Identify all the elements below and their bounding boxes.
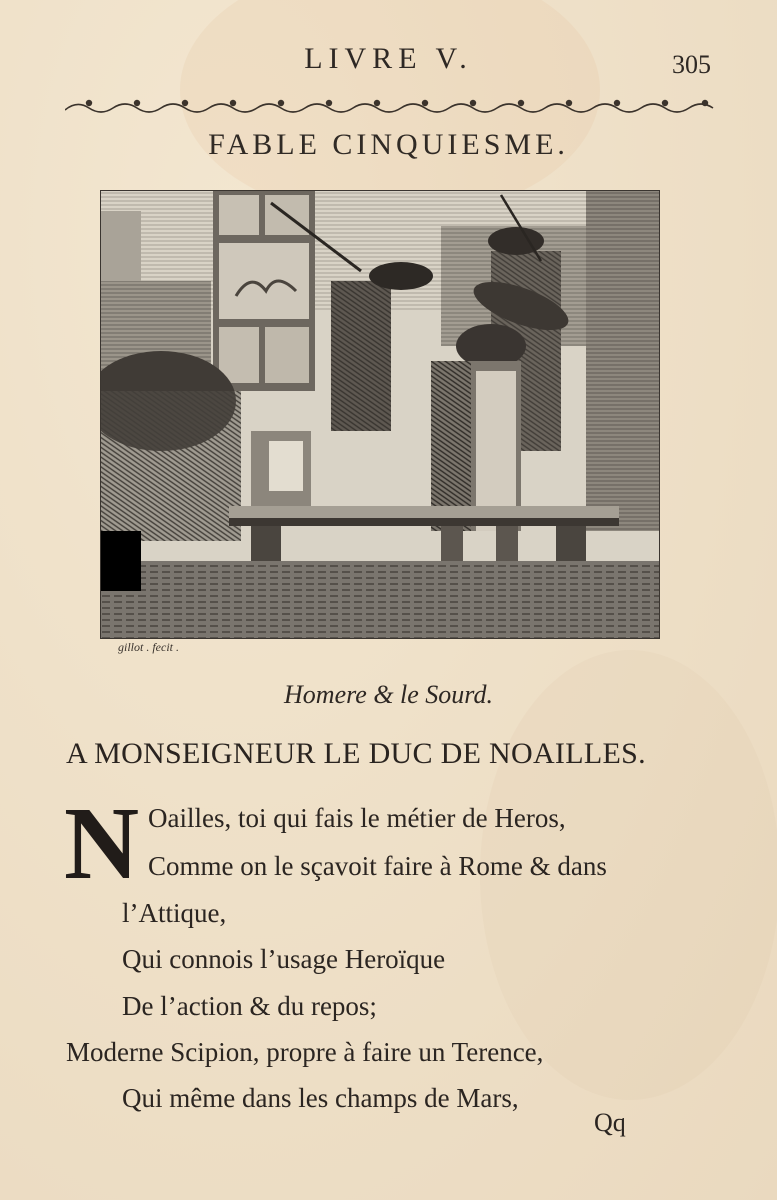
- dedication-heading: A MONSEIGNEUR LE DUC DE NOAILLES.: [66, 737, 646, 770]
- fable-title: FABLE CINQUIESME.: [208, 128, 569, 161]
- verse-line: Comme on le sçavoit faire à Rome & dans: [148, 851, 607, 881]
- drop-cap: N: [64, 786, 140, 901]
- catchword-signature: Qq: [594, 1108, 626, 1137]
- verse-line: Qui même dans les champs de Mars,: [122, 1083, 519, 1113]
- illustration-engraving: [100, 190, 660, 639]
- verse-line: Qui connois l’usage Heroïque: [122, 944, 446, 974]
- engraver-signature: gillot . fecit .: [118, 640, 179, 654]
- verse-line: De l’action & du repos;: [122, 991, 377, 1021]
- illustration-caption: Homere & le Sourd.: [284, 680, 493, 709]
- page-number: 305: [672, 50, 711, 79]
- verse-line: Moderne Scipion, propre à faire un Terence,: [66, 1037, 544, 1067]
- verse-line: l’Attique,: [122, 898, 227, 928]
- running-head: LIVRE V.: [304, 42, 473, 75]
- verse-line: Oailles, toi qui fais le métier de Heros,: [148, 803, 566, 833]
- ornament-border: [65, 96, 715, 116]
